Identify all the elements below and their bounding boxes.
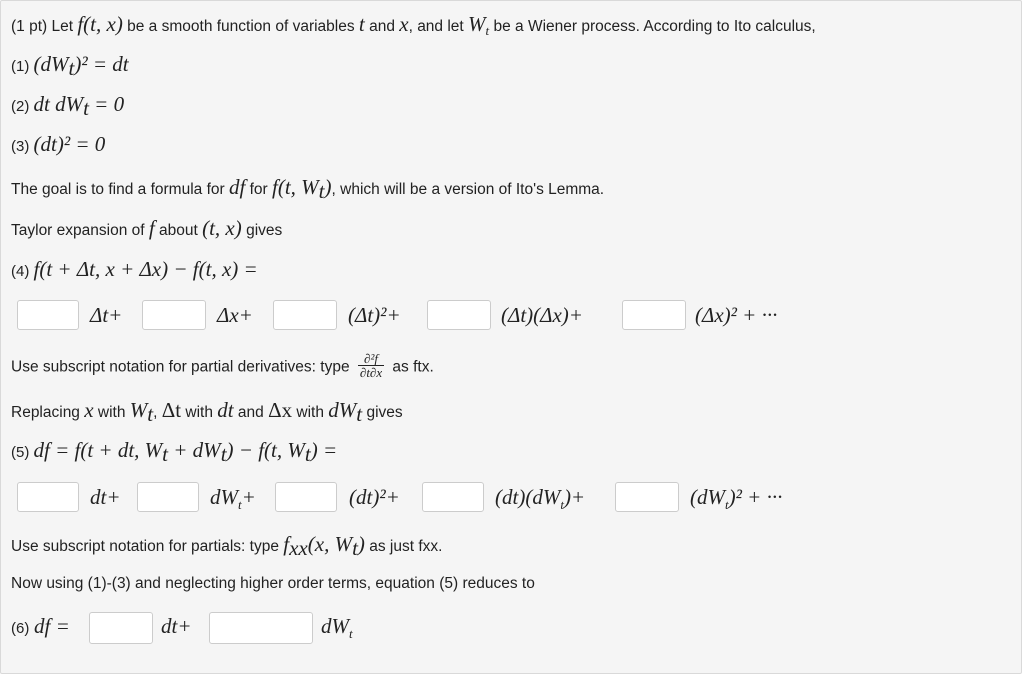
intro-mid1: be a smooth function of variables	[122, 18, 359, 35]
rule-3	[11, 133, 105, 158]
rule-2-sub: t	[83, 96, 89, 121]
fraction-numerator: ∂²f	[358, 352, 384, 366]
replacing-text	[11, 398, 403, 427]
label-dt-text: dt+	[90, 485, 121, 509]
goal-df: df	[228, 175, 246, 199]
partial-fraction	[358, 352, 384, 379]
replace-p7: gives	[362, 404, 403, 421]
label-dt	[90, 482, 121, 512]
note1-prefix: Use subscript notation for partial derivatives: type	[11, 358, 354, 376]
rule-1-pow: )²	[74, 52, 88, 76]
replace-delta-t: Δt	[161, 398, 182, 422]
replace-p6: with	[292, 404, 329, 421]
rule-1-rhs: = dt	[87, 52, 129, 76]
taylor-f: f	[148, 216, 155, 240]
answer-4-dt-input[interactable]	[17, 300, 79, 330]
replace-p3: ,	[153, 404, 162, 421]
replace-dw-sub: t	[356, 402, 363, 427]
goal-func-end: )	[324, 175, 332, 199]
taylor-suffix: gives	[241, 222, 283, 239]
rule-3-lhs: (dt	[33, 132, 57, 156]
note2-f: f	[283, 532, 290, 556]
replace-p1: Replacing	[11, 404, 85, 421]
eq5-sub2: t	[220, 442, 227, 467]
rule-1-sub: t	[68, 56, 75, 81]
taylor-point: (t, x)	[202, 216, 242, 240]
intro-suffix: be a Wiener process. According to Ito calculus,	[489, 18, 816, 35]
intro-var-t: t	[358, 12, 365, 36]
answer-4-dx2-input[interactable]	[622, 300, 686, 330]
label-dw-text: dW	[210, 485, 238, 509]
goal-prefix: The goal is to find a formula for	[11, 181, 229, 198]
goal-mid: for	[245, 181, 273, 198]
label-dt-dw-sub: t	[560, 497, 564, 513]
eq6-label-dw-sub: t	[349, 626, 353, 642]
note1-suffix: as ftx.	[388, 358, 434, 376]
answer-4-dtdx-input[interactable]	[427, 300, 491, 330]
intro-var-x: x	[399, 12, 409, 36]
note-partial-derivatives	[11, 351, 434, 380]
label-delta-x: Δx+	[217, 303, 253, 327]
taylor-prefix: Taylor expansion of	[11, 222, 149, 239]
answer-5-dt-input[interactable]	[17, 482, 79, 512]
eq6-lhs: df =	[34, 614, 70, 638]
label-dt-dw	[495, 482, 585, 512]
answer-4-dt2-input[interactable]	[273, 300, 337, 330]
eq6-number: (6)	[11, 620, 30, 637]
intro-wiener: W	[468, 12, 486, 36]
label-dt-squared-text: (dt)²+	[349, 485, 400, 509]
label-dw-tail: +	[241, 485, 256, 509]
goal-func: f(t, W	[272, 175, 319, 199]
rule-1-lhs: (dW	[33, 52, 69, 76]
answer-6-dt-input[interactable]	[89, 612, 153, 644]
equation-4	[11, 258, 258, 283]
eq5-mid: + dW	[168, 438, 221, 462]
rule-2-lhs: dt dW	[33, 92, 84, 116]
rule-2	[11, 92, 125, 121]
reduce-sentence: Now using (1)-(3) and neglecting higher order terms, equation (5) reduces to	[11, 575, 535, 592]
eq5-number: (5)	[11, 444, 34, 461]
label-delta-x-squared: (Δx)² + ···	[695, 303, 778, 327]
label-dw-squared-text: (dW	[690, 485, 725, 509]
rule-3-rhs: = 0	[70, 132, 106, 156]
eq6-label-dt: dt+	[161, 614, 192, 638]
answer-5-dw2-input[interactable]	[615, 482, 679, 512]
answer-5-dt2-input[interactable]	[275, 482, 337, 512]
intro-mid2: , and let	[408, 18, 469, 35]
rule-2-rhs: = 0	[88, 92, 125, 116]
label-dw-squared-sub: t	[725, 497, 729, 513]
note2-args: (x, W	[307, 532, 353, 556]
label-dw	[210, 482, 256, 512]
eq5-expr: df = f(t + dt, W	[33, 438, 163, 462]
rule-2-number: (2)	[11, 98, 34, 115]
label-dw-squared	[690, 482, 782, 512]
answer-4-dx-input[interactable]	[142, 300, 206, 330]
replace-p5: and	[233, 404, 269, 421]
note2-fsub: xx	[289, 536, 308, 561]
goal-text	[11, 175, 605, 204]
replace-p2: with	[93, 404, 130, 421]
fraction-denominator: ∂t∂x	[359, 365, 383, 380]
replace-w-sub: t	[147, 402, 154, 427]
label-dt-dw-text: (dt)(dW	[495, 485, 561, 509]
equation-5	[11, 438, 338, 467]
note2-prefix: Use subscript notation for partials: type	[11, 538, 284, 555]
label-delta-t-delta-x: (Δt)(Δx)+	[501, 303, 583, 327]
replace-x: x	[84, 398, 94, 422]
replace-p4: with	[181, 404, 218, 421]
label-dt-squared	[349, 482, 400, 512]
answer-6-dw-input[interactable]	[209, 612, 313, 644]
answer-5-dw-input[interactable]	[137, 482, 199, 512]
eq5-end: ) − f(t, W	[226, 438, 305, 462]
eq4-expression: f(t + Δt, x + Δx) − f(t, x) =	[33, 257, 258, 281]
intro-prefix: (1 pt) Let	[11, 18, 78, 35]
intro-text	[11, 13, 816, 38]
intro-wiener-sub: t	[485, 23, 490, 39]
reduce-text	[11, 573, 535, 595]
replace-dw: dW	[328, 398, 357, 422]
eq5-close: ) =	[310, 438, 338, 462]
rule-3-number: (3)	[11, 138, 34, 155]
answer-5-dtdw-input[interactable]	[422, 482, 484, 512]
eq6-label-dw-text: dW	[321, 614, 349, 638]
replace-dt: dt	[217, 398, 234, 422]
goal-suffix: , which will be a version of Ito's Lemma.	[331, 181, 605, 198]
label-dt-dw-tail: )+	[563, 485, 586, 509]
eq5-sub3: t	[304, 442, 311, 467]
note2-argsub: t	[352, 536, 358, 561]
rule-3-pow: )²	[56, 132, 71, 156]
label-dw-squared-tail: )² + ···	[728, 485, 783, 509]
intro-func: f(t, x)	[77, 12, 123, 36]
note-partials	[11, 532, 443, 561]
goal-func-sub: t	[318, 179, 325, 204]
eq5-sub1: t	[162, 442, 169, 467]
rule-1-number: (1)	[11, 58, 34, 75]
label-delta-t-squared: (Δt)²+	[348, 303, 401, 327]
equation-6	[11, 612, 411, 646]
taylor-mid: about	[154, 222, 203, 239]
intro-and: and	[364, 18, 400, 35]
replace-delta-x: Δx	[268, 398, 293, 422]
note2-argend: )	[357, 532, 365, 556]
rule-1	[11, 52, 129, 81]
label-dw-sub: t	[238, 497, 242, 513]
label-delta-t: Δt+	[90, 303, 123, 327]
eq4-number: (4)	[11, 263, 34, 280]
replace-w: W	[129, 398, 148, 422]
taylor-text	[11, 217, 282, 242]
note2-suffix: as just fxx.	[364, 538, 443, 555]
eq6-label-dw	[321, 614, 353, 642]
